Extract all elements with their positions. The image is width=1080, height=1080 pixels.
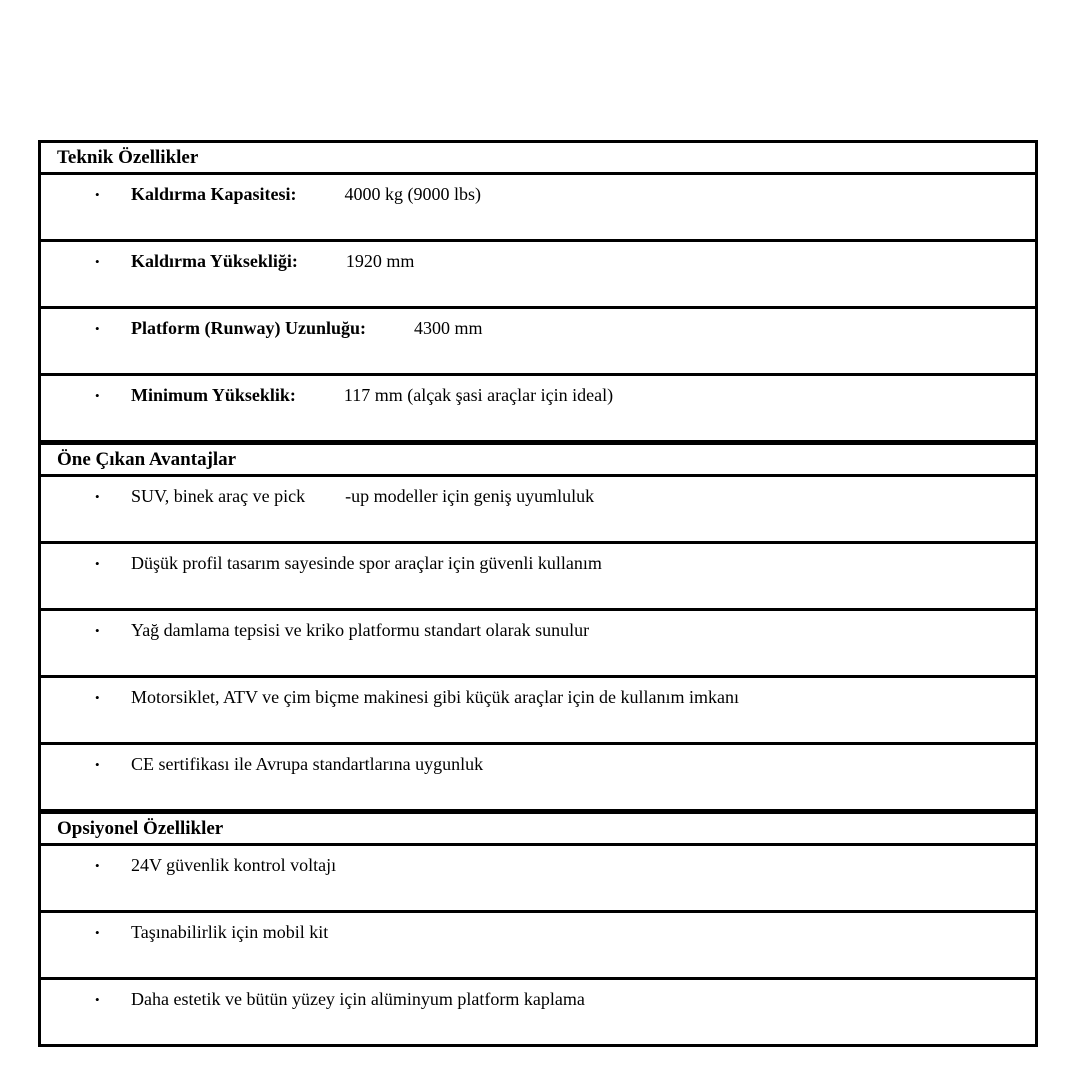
optional-text: 24V güvenlik kontrol voltajı xyxy=(131,855,337,875)
spec-table xyxy=(38,140,1038,1047)
bullet-icon: • xyxy=(95,690,100,705)
optional-row-24v-voltaj xyxy=(41,843,1035,910)
advantage-text: Düşük profil tasarım sayesinde spor araçlar için güvenli kullanım xyxy=(131,553,602,573)
advantage-row-motorsiklet-atv xyxy=(41,675,1035,742)
section-header-teknik-ozellikler: Teknik Özellikler xyxy=(57,147,199,168)
bullet-icon: • xyxy=(95,925,100,940)
bullet-icon: • xyxy=(95,992,100,1007)
spec-value: 1920 mm xyxy=(345,251,415,271)
spec-row-kaldirma-yuksekligi xyxy=(41,239,1035,306)
optional-row-aluminyum-kaplama xyxy=(41,977,1035,1044)
advantage-text: SUV, binek araç ve pick xyxy=(131,486,306,506)
advantage-text: Yağ damlama tepsisi ve kriko platformu standart olarak sunulur xyxy=(131,620,590,640)
bullet-icon: • xyxy=(95,757,100,772)
advantage-text: CE sertifikası ile Avrupa standartlarına uygunluk xyxy=(131,754,484,774)
bullet-icon: • xyxy=(95,623,100,638)
advantage-row-ce-sertifikasi xyxy=(41,742,1035,809)
bullet-icon: • xyxy=(95,858,100,873)
bullet-icon: • xyxy=(95,321,100,336)
bullet-icon: • xyxy=(95,489,100,504)
spec-label: Minimum Yükseklik: xyxy=(131,385,296,405)
spec-value: 117 mm (alçak şasi araçlar için ideal) xyxy=(343,385,614,405)
section-header-one-cikan-avantajlar: Öne Çıkan Avantajlar xyxy=(41,440,1035,474)
optional-row-mobil-kit xyxy=(41,910,1035,977)
optional-text: Taşınabilirlik için mobil kit xyxy=(131,922,329,942)
advantage-row-suv-uyumluluk xyxy=(41,474,1035,541)
bullet-icon: • xyxy=(95,254,100,269)
optional-text: Daha estetik ve bütün yüzey için alüminyum platform kaplama xyxy=(131,989,585,1009)
spec-value: 4300 mm xyxy=(414,318,483,338)
spec-label: Kaldırma Kapasitesi: xyxy=(131,184,297,204)
bullet-icon: • xyxy=(95,556,100,571)
advantage-text: Motorsiklet, ATV ve çim biçme makinesi gibi küçük araçlar için de kullanım imkanı xyxy=(131,687,740,707)
spec-row-kaldirma-kapasitesi xyxy=(41,172,1035,239)
section-header-opsiyonel-ozellikler: Opsiyonel Özellikler xyxy=(41,809,1035,843)
advantage-row-dusuk-profil xyxy=(41,541,1035,608)
advantage-row-yag-damlama xyxy=(41,608,1035,675)
advantage-text: -up modeller için geniş uyumluluk xyxy=(345,486,595,506)
spec-value: 4000 kg (9000 lbs) xyxy=(344,184,481,204)
spec-label: Platform (Runway) Uzunluğu: xyxy=(131,318,367,338)
spec-row-minimum-yukseklik xyxy=(41,373,1035,440)
spec-label: Kaldırma Yüksekliği: xyxy=(131,251,298,271)
spec-row-platform-uzunlugu xyxy=(41,306,1035,373)
bullet-icon: • xyxy=(95,388,100,403)
bullet-icon: • xyxy=(95,187,100,202)
